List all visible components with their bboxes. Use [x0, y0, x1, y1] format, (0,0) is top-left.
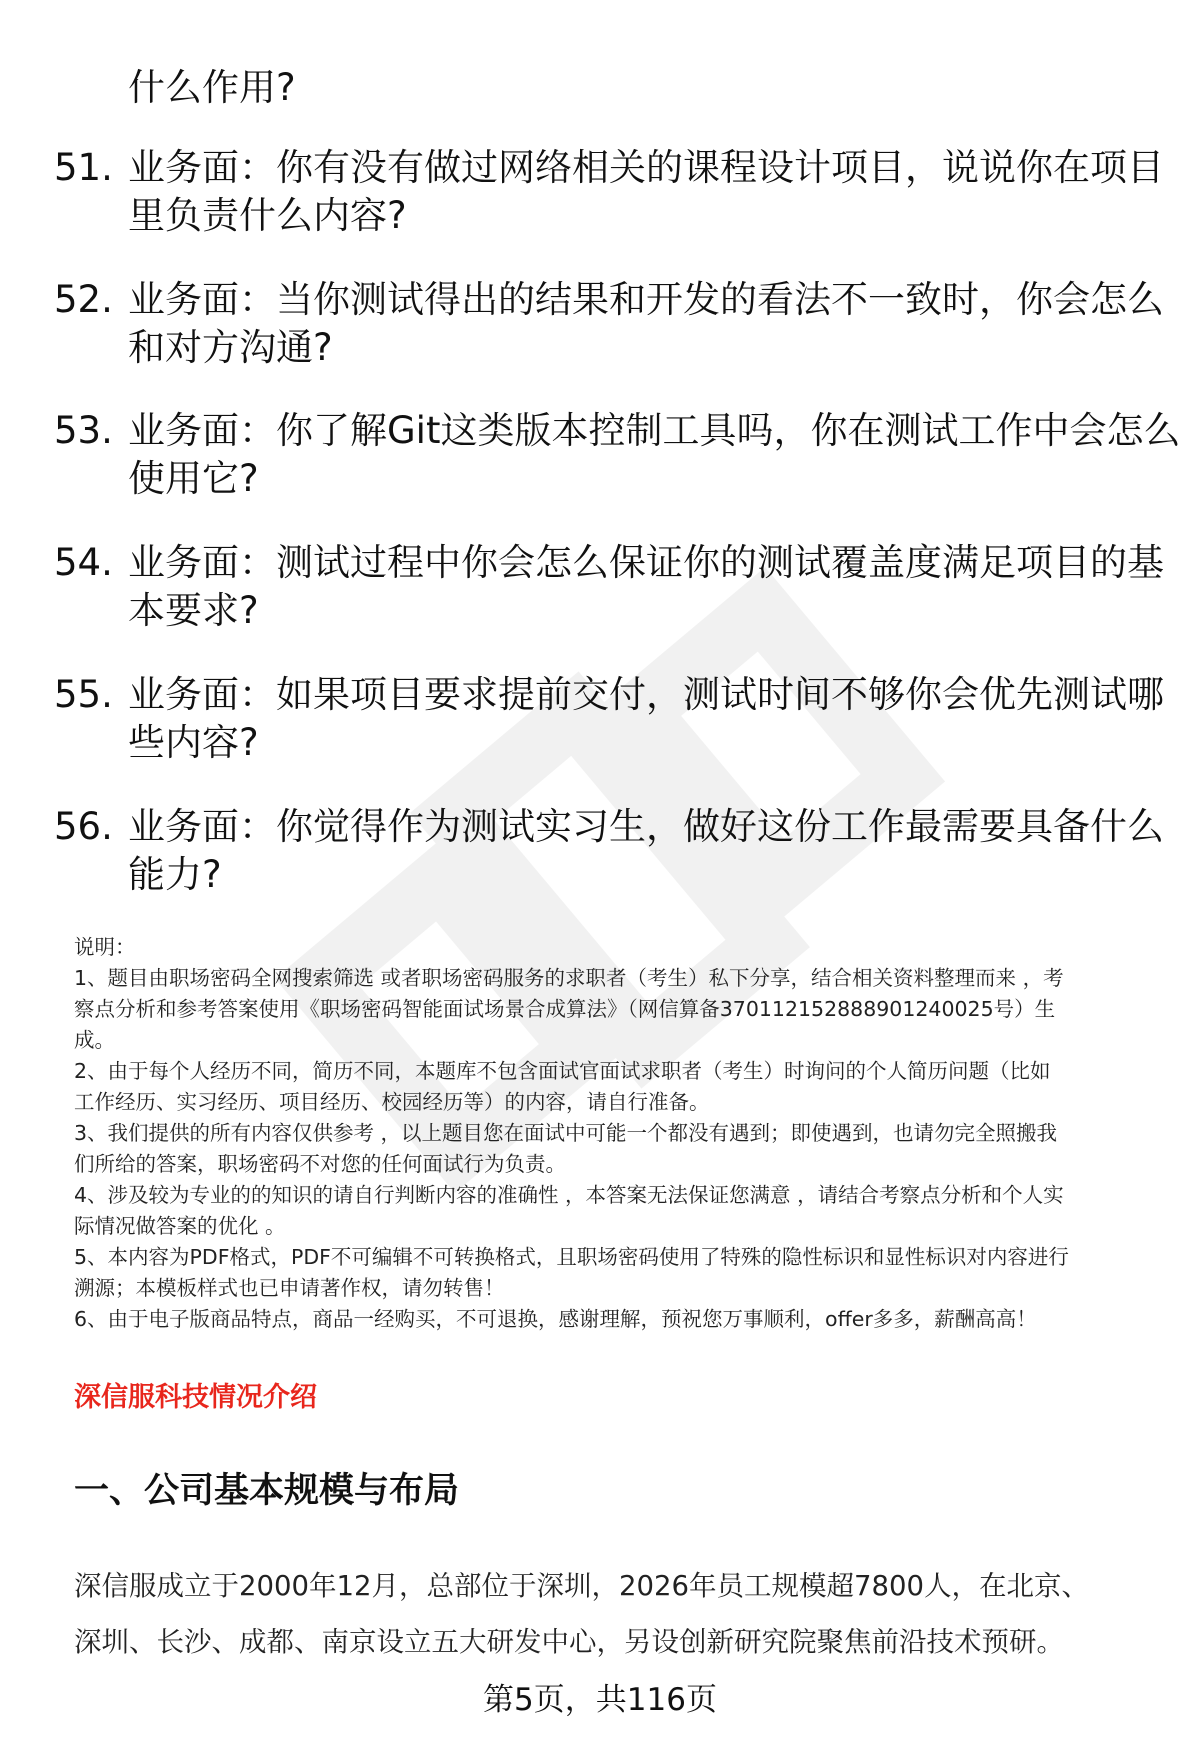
notes-line: 1、题目由职场密码全网搜索筛选 或者职场密码服务的求职者（考生）私下分享，结合相关资料整理而来 ，考 — [74, 966, 1064, 990]
notes-line: 6、由于电子版商品特点，商品一经购买，不可退换，感谢理解，预祝您万事顺利，offer多多，薪酬高高！ — [74, 1307, 1037, 1331]
question-text: 业务面：你了解Git这类版本控制工具吗，你在测试工作中会怎么 — [128, 409, 1181, 452]
question-text: 里负责什么内容? — [128, 194, 407, 237]
question-number: 53. — [54, 409, 113, 452]
section-heading: 一、公司基本规模与布局 — [74, 1471, 460, 1511]
question-text: 业务面：如果项目要求提前交付，测试时间不够你会优先测试哪 — [128, 673, 1164, 716]
notes-line: 们所给的答案，职场密码不对您的任何面试行为负责。 — [74, 1152, 566, 1176]
notes-line: 成。 — [74, 1028, 115, 1052]
question-text: 业务面：当你测试得出的结果和开发的看法不一致时，你会怎么 — [128, 278, 1164, 321]
notes-line: 际情况做答案的优化 。 — [74, 1214, 286, 1238]
question-text: 业务面：测试过程中你会怎么保证你的测试覆盖度满足项目的基 — [128, 541, 1164, 584]
disclaimer-notes — [74, 932, 1154, 1335]
question-text: 使用它? — [128, 457, 259, 500]
notes-line: 5、本内容为PDF格式，PDF不可编辑不可转换格式，且职场密码使用了特殊的隐性标识和显性标识对内容进行 — [74, 1245, 1069, 1269]
question-number: 54. — [54, 541, 113, 584]
question-number: 55. — [54, 673, 113, 716]
notes-line: 2、由于每个人经历不同，简历不同，本题库不包含面试官面试求职者（考生）时询问的个人简历问题（比如 — [74, 1059, 1051, 1083]
question-text: 业务面：你觉得作为测试实习生，做好这份工作最需要具备什么 — [128, 805, 1164, 848]
question-text: 些内容? — [128, 721, 259, 764]
notes-line: 4、涉及较为专业的的知识的请自行判断内容的准确性 ，本答案无法保证您满意 ，请结合考察点分析和个人实 — [74, 1183, 1064, 1207]
paragraph-line: 深信服成立于2000年12月，总部位于深圳，2026年员工规模超7800人，在北京、 — [74, 1570, 1089, 1602]
question-number: 52. — [54, 278, 113, 321]
question-text: 本要求? — [128, 589, 259, 632]
page-number-footer: 第5页，共116页 — [483, 1682, 717, 1718]
notes-line: 工作经历、实习经历、项目经历、校园经历等）的内容，请自行准备。 — [74, 1090, 710, 1114]
notes-line: 3、我们提供的所有内容仅供参考 ，以上题目您在面试中可能一个都没有遇到；即使遇到，也请勿完全照搬我 — [74, 1121, 1058, 1145]
notes-line: 溯源；本模板样式也已申请著作权，请勿转售！ — [74, 1276, 505, 1300]
question-number: 56. — [54, 805, 113, 848]
question-text: 能力? — [128, 853, 222, 896]
notes-heading: 说明： — [74, 935, 136, 959]
question-number: 51. — [54, 146, 113, 189]
question-text: 和对方沟通? — [128, 326, 333, 369]
question-continuation: 什么作用? — [128, 66, 296, 109]
notes-line: 察点分析和参考答案使用《职场密码智能面试场景合成算法》（网信算备370112152888901240025号）生 — [74, 997, 1056, 1021]
company-intro-title: 深信服科技情况介绍 — [74, 1382, 317, 1413]
paragraph-line: 深圳、长沙、成都、南京设立五大研发中心，另设创新研究院聚焦前沿技术预研。 — [74, 1626, 1064, 1658]
question-text: 业务面：你有没有做过网络相关的课程设计项目，说说你在项目 — [128, 146, 1164, 189]
